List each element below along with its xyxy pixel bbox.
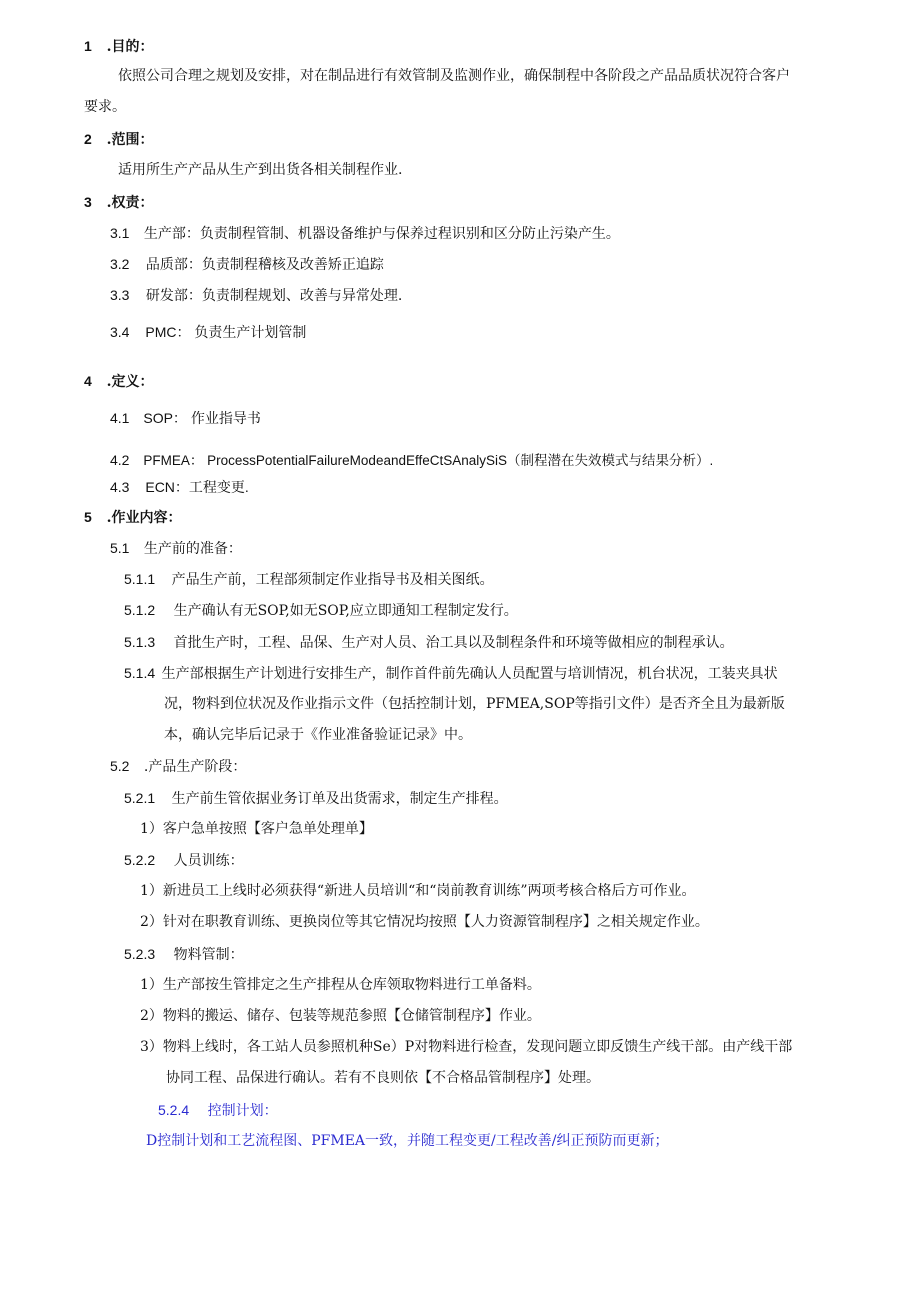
- clause-4-3: [110, 477, 249, 497]
- clause-number: 5.2.3: [124, 946, 156, 962]
- clause-number: 3.1: [110, 225, 130, 241]
- clause-3-1: [110, 223, 620, 244]
- clause-number: 4.1: [110, 410, 130, 426]
- clause-5-2-2: [124, 850, 244, 871]
- list-item: 3）物料上线时，各工站人员参照机种Se）P对物料进行检查，发现问题立即反馈生产线干部。由产线干部: [140, 1039, 793, 1055]
- clause-number: 5.2.2: [124, 852, 156, 868]
- clause-5-1-4-line2: 况，物料到位状况及作业指示文件（包括控制计划，PFMEA,SOP等指引文件）是否齐全且为最新版: [164, 696, 785, 712]
- section-1-body-line2: 要求。: [84, 99, 126, 115]
- section-number: 3: [84, 194, 92, 210]
- clause-text: 首批生产时，工程、品保、生产对人员、治工具以及制程条件和环境等做相应的制程承认。: [173, 635, 734, 651]
- clause-text: 生产部：负责制程管制、机器设备维护与保养过程识别和区分防止污染产生。: [143, 226, 620, 242]
- clause-text: 生产确认有无SOP,如无SOP,应立即通知工程制定发行。: [173, 603, 518, 619]
- clause-text: 控制计划：: [207, 1103, 278, 1119]
- clause-number: 5.1.2: [124, 602, 156, 618]
- clause-number: 5.1.1: [124, 571, 156, 587]
- list-item: 1）新进员工上线时必须获得“新进人员培训“和“岗前教育训练”两项考核合格后方可作业。: [140, 883, 696, 899]
- clause-text: PFMEA： ProcessPotentialFailureModeandEffeCtSAnalySiS（制程潜在失效模式与结果分析）.: [143, 453, 714, 468]
- clause-number: 4.2: [110, 452, 130, 468]
- section-3-heading: [84, 192, 154, 213]
- clause-4-2: [110, 450, 713, 471]
- clause-text: SOP： 作业指导书: [143, 410, 261, 426]
- list-item-continuation: 协同工程、品保进行确认。若有不良则依【不合格品管制程序】处理。: [166, 1070, 600, 1086]
- section-2-body: 适用所生产产品从生产到出货各相关制程作业.: [118, 162, 403, 178]
- section-title: .定义：: [106, 374, 154, 390]
- list-item: 2）物料的搬运、储存、包装等规范参照【仓储管制程序】作业。: [140, 1008, 541, 1024]
- clause-number: 4.3: [110, 479, 130, 495]
- clause-3-3: [110, 285, 402, 306]
- clause-number: 5.2: [110, 758, 130, 774]
- section-number: 1: [84, 38, 92, 54]
- section-number: 5: [84, 509, 92, 525]
- section-1-heading: [84, 36, 154, 57]
- clause-text: .产品生产阶段：: [143, 759, 247, 775]
- clause-text: PMC： 负责生产计划管制: [145, 324, 307, 340]
- clause-5-1-4-line3: 本，确认完毕后记录于《作业准备验证记录》中。: [164, 727, 472, 743]
- clause-text: 生产前的准备：: [143, 541, 242, 557]
- clause-number: 3.2: [110, 256, 130, 272]
- section-title: .范围：: [106, 132, 154, 148]
- clause-text: 研发部：负责制程规划、改善与异常处理.: [145, 288, 403, 304]
- clause-number: 3.4: [110, 324, 130, 340]
- section-number: 2: [84, 131, 92, 147]
- section-5-heading: [84, 507, 182, 528]
- clause-number: 5.2.4: [158, 1102, 190, 1118]
- clause-5-1-3: [124, 632, 734, 653]
- list-item: 1）客户急单按照【客户急单处理单】: [140, 821, 373, 837]
- clause-5-2-4: [158, 1100, 278, 1121]
- list-item: D控制计划和工艺流程图、PFMEA一致，并随工程变更/工程改善/纠正预防而更新；: [146, 1133, 669, 1149]
- clause-text: 品质部：负责制程稽核及改善矫正追踪: [145, 257, 384, 273]
- clause-text: 生产前生管依据业务订单及出货需求，制定生产排程。: [171, 791, 508, 807]
- clause-5-1-2: [124, 600, 518, 621]
- clause-3-4: [110, 322, 306, 342]
- section-1-body-line1: 依照公司合理之规划及安排，对在制品进行有效管制及监测作业，确保制程中各阶段之产品品质状况符合客户: [118, 68, 790, 84]
- clause-5-2-1: [124, 788, 508, 809]
- list-item: 2）针对在职教育训练、更换岗位等其它情况均按照【人力资源管制程序】之相关规定作业。: [140, 914, 709, 930]
- clause-number: 5.2.1: [124, 790, 156, 806]
- clause-5-1-1: [124, 569, 494, 590]
- clause-text: 物料管制：: [173, 947, 244, 963]
- clause-number: 5.1: [110, 540, 130, 556]
- clause-4-1: [110, 408, 261, 428]
- clause-text: ECN：工程变更.: [145, 479, 249, 495]
- section-number: 4: [84, 373, 92, 389]
- clause-number: 5.1.4: [124, 665, 156, 681]
- clause-5-1-4-line1: [124, 663, 778, 684]
- section-2-heading: [84, 129, 154, 150]
- clause-3-2: [110, 254, 384, 275]
- list-item: 1）生产部按生管排定之生产排程从仓库领取物料进行工单备料。: [140, 977, 541, 993]
- clause-5-1: [110, 538, 242, 559]
- section-title: .权责：: [106, 195, 154, 211]
- section-title: .目的：: [106, 39, 154, 55]
- clause-5-2-3: [124, 944, 244, 965]
- clause-number: 5.1.3: [124, 634, 156, 650]
- clause-number: 3.3: [110, 287, 130, 303]
- clause-5-2: [110, 756, 246, 777]
- clause-text: 生产部根据生产计划进行安排生产，制作首件前先确认人员配置与培训情况，机台状况，工装夹具状: [161, 666, 778, 682]
- clause-text: 人员训练：: [173, 853, 244, 869]
- clause-text: 产品生产前，工程部须制定作业指导书及相关图纸。: [171, 572, 494, 588]
- section-title: .作业内容：: [106, 510, 182, 526]
- section-4-heading: [84, 371, 154, 392]
